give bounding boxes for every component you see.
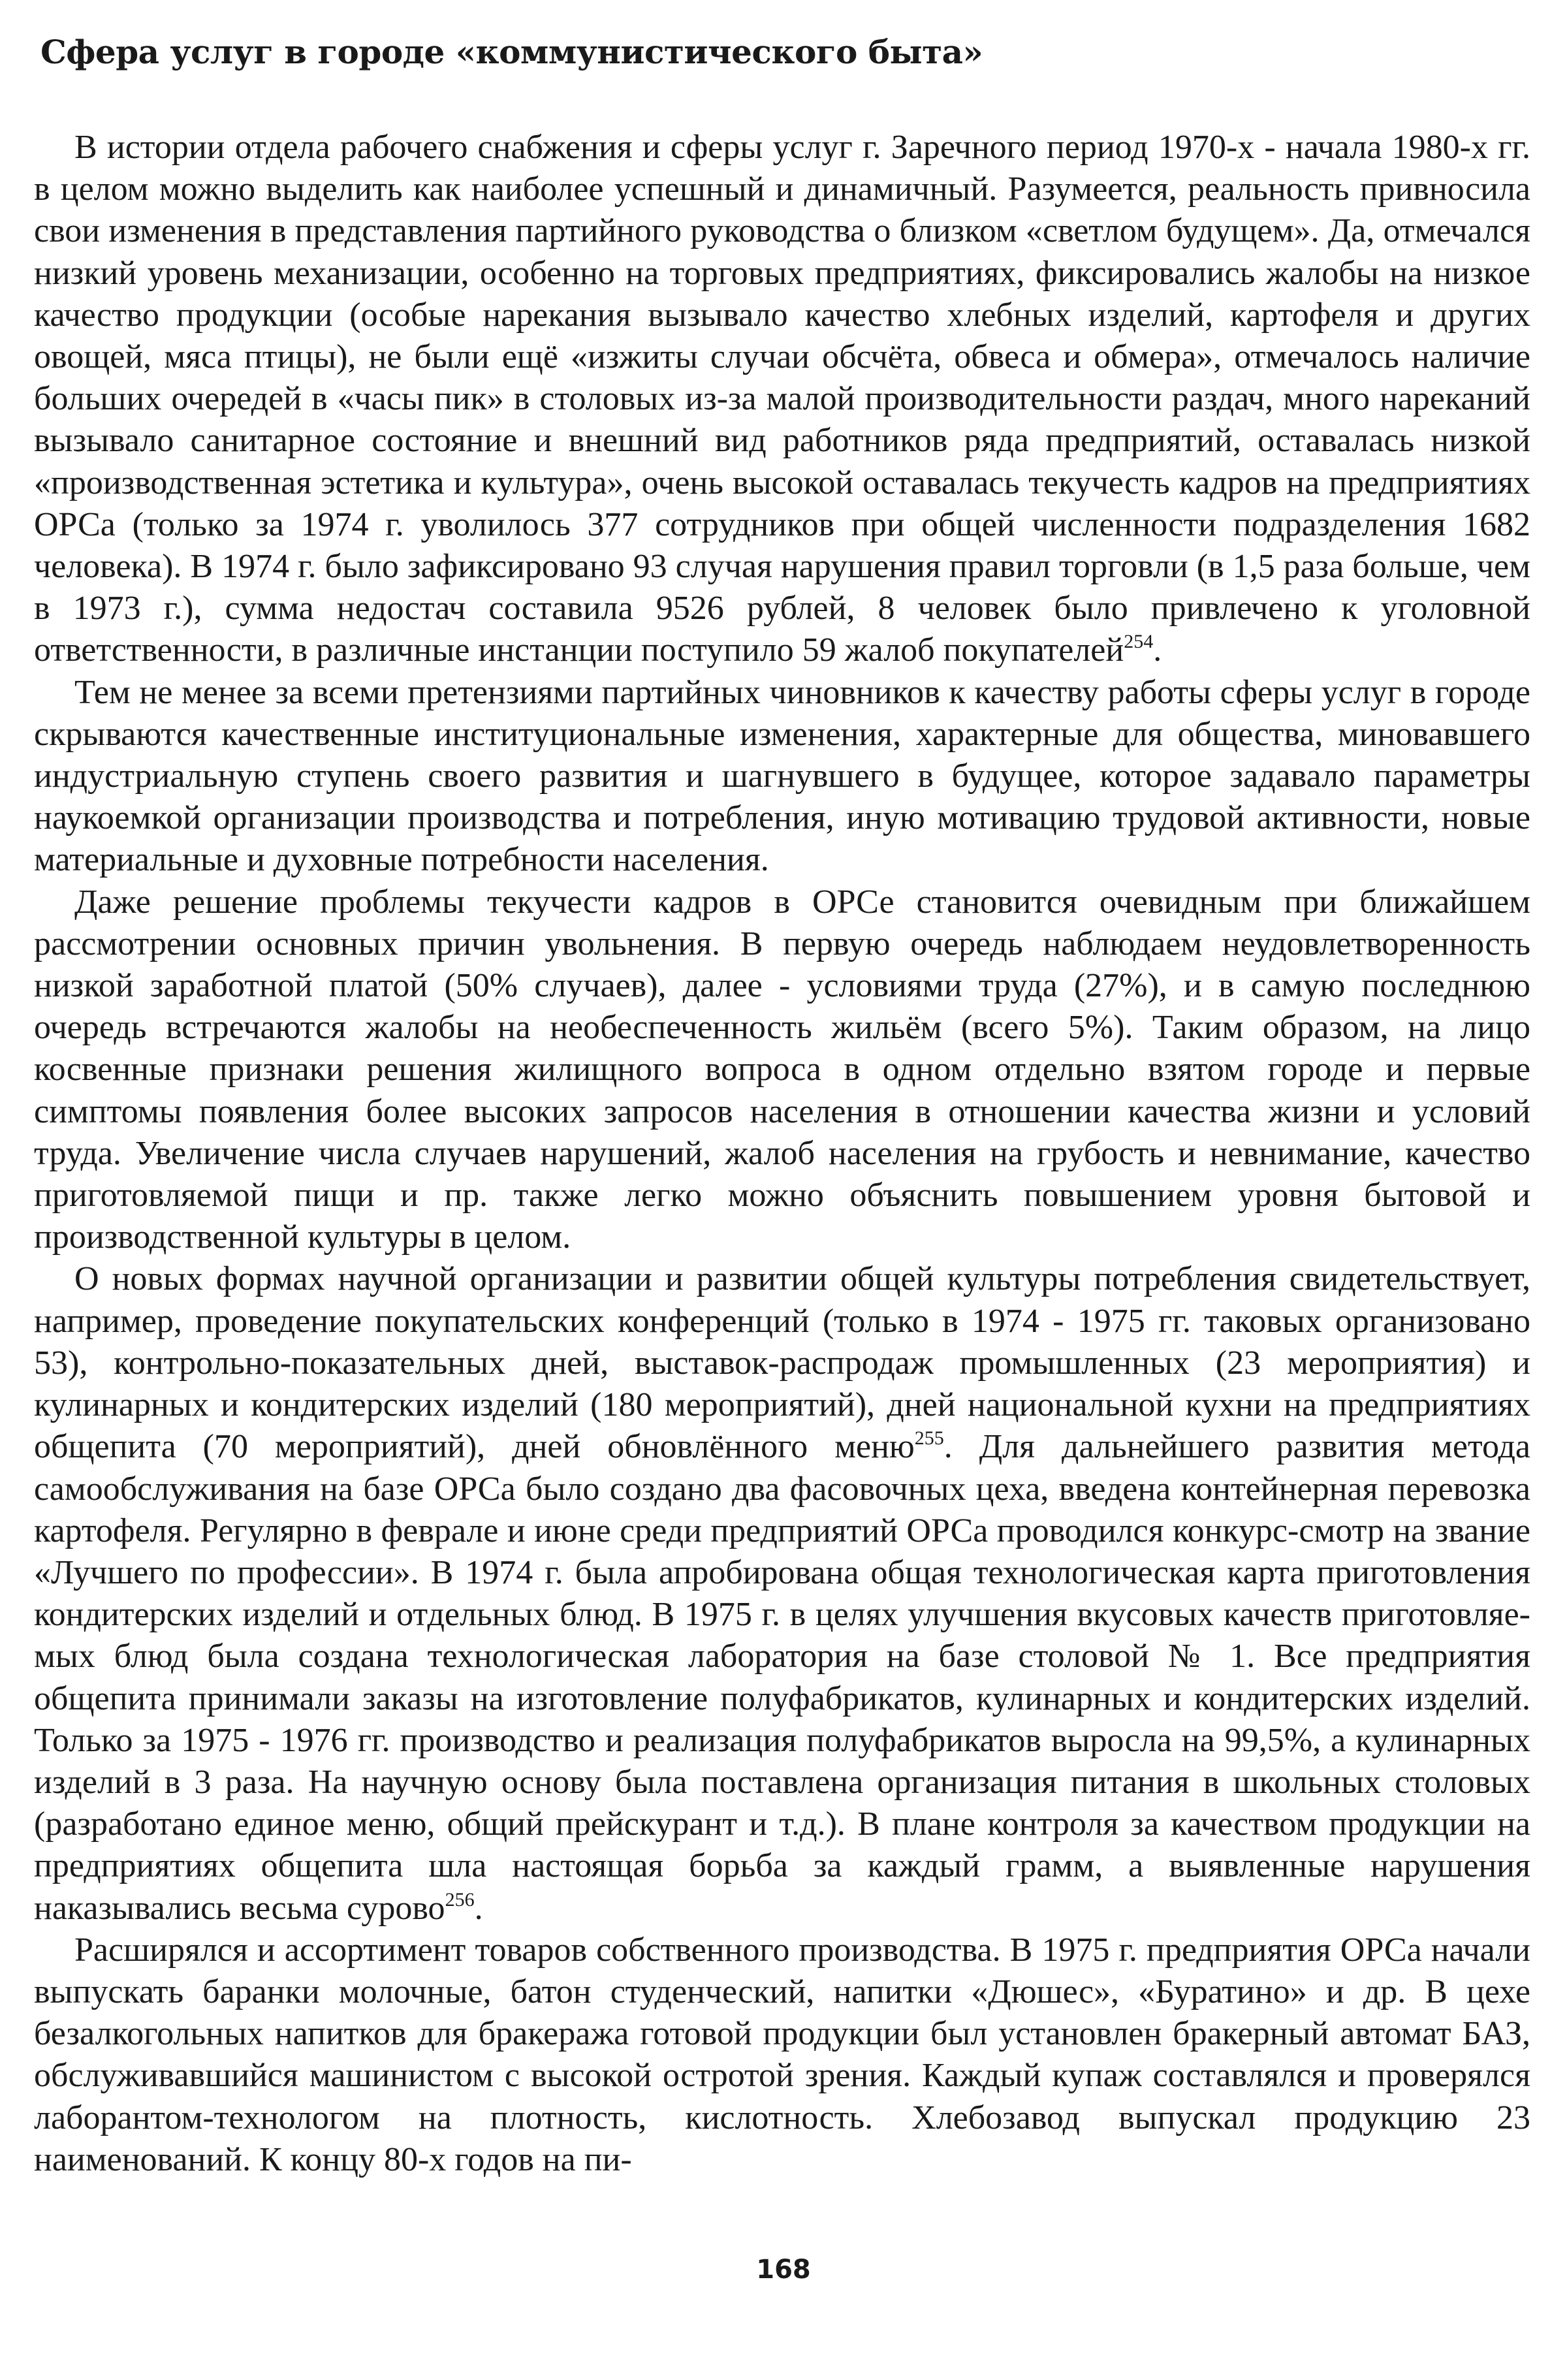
paragraph-2-text: Тем не менее за всеми претензиями партийных чиновников к качеству работы сферы услуг в городе скрываются качественные институциональные изменения, характерные для общества, миновавшего индустриальную ступень своего развития и шагнувшего в будущее, которое задавало параметры наукоемкой организации производства и потребления, иную мотивацию трудовой активности, новые материальные и духовные потребности населения. <box>34 673 1530 879</box>
footnote-ref-254[interactable]: 254 <box>1124 631 1154 653</box>
paragraph-3-text: Даже решение проблемы текучести кадров в ОРСе становится очевидным при ближайшем рассмотрении основных причин увольнения. В первую очередь наблюдаем неудовлетворенность низкой заработной платой (50% случаев), далее - условиями труда (27%), и в самую последнюю очередь встречаются жалобы на необеспеченность жильём (всего 5%). Таким образом, на лицо косвенные признаки решения жилищного вопроса в одном отдельно взятом городе и первые симптомы появления более высоких запросов населения в отношении качества жизни и условий труда. Увеличение числа случаев нарушений, жалоб населения на грубость и невнимание, качество приготовляемой пищи и пр. также легко можно объяснить повышением уровня бытовой и производственной культуры в целом. <box>34 883 1530 1256</box>
paragraph-4 <box>34 1258 1530 1929</box>
paragraph-5 <box>34 1929 1530 2181</box>
page <box>34 33 1530 2357</box>
paragraph-2 <box>34 672 1530 881</box>
paragraph-1-tail: . <box>1153 631 1162 669</box>
paragraph-4-tail: . <box>474 1889 483 1927</box>
paragraph-4-middle: . Для дальнейшего развития метода самообслуживания на базе ОРСа было создано два фасовочных цеха, введена контейнерная перевозка картофеля. Регулярно в феврале и июне среди предприятий ОРСа проводился конкурс-смотр на звание «Лучшего по профессии». В 1974 г. была апробирована общая технологическая карта приготовления кондитерских изделий и отдельных блюд. В 1975 г. в целях улучшения вкусовых качеств приготовляемых блюд была создана технологическая лаборатория на базе столовой № 1. Все предприятия общепита принимали заказы на изготовление полуфабрикатов, кулинарных и кондитерских изделий. Только за 1975 - 1976 гг. производство и реализация полуфабрикатов выросла на 99,5%, а кулинарных изделий в 3 раза. На научную основу была поставлена организация питания в школьных столовых (разработано единое меню, общий прейскурант и т.д.). В плане контроля за качеством продукции на предприятиях общепита шла настоящая борьба за каждый грамм, а выявленные нарушения наказывались весьма сурово <box>34 1428 1530 1927</box>
paragraph-1 <box>34 127 1530 672</box>
page-number: 168 <box>756 2255 811 2285</box>
paragraph-3 <box>34 881 1530 1259</box>
section-title: Сфера услуг в городе «коммунистического быта» <box>40 33 983 71</box>
paragraph-1-text: В истории отдела рабочего снабжения и сферы услуг г. Заречного период 1970-х - начала 1980-х гг. в целом можно выделить как наиболее успешный и динамичный. Разумеется, реальность привносила свои изменения в представления партийного руководства о близком «светлом будущем». Да, отмечался низкий уровень механизации, особенно на торговых предприятиях, фиксировались жалобы на низкое качество продукции (особые нарекания вызывало качество хлебных изделий, картофеля и других овощей, мяса птицы), не были ещё «изжиты случаи обсчёта, обвеса и обмера», отмечалось наличие больших очередей в «часы пик» в столовых из-за малой производительности раздач, много нареканий вызывало санитарное состояние и внешний вид работников ряда предприятий, оставалась низкой «производственная эстетика и культура», очень высокой оставалась текучесть кадров на предприятиях ОРСа (только за 1974 г. уволилось 377 сотрудников при общей численности подразделения 1682 человека). В 1974 г. было зафиксировано 93 случая нарушения правил торговли (в 1,5 раза больше, чем в 1973 г.), сумма недостач составила 9526 рублей, 8 человек было привлечено к уголовной ответственности, в различные инстанции поступило 59 жалоб покупателей <box>34 129 1530 669</box>
footnote-ref-255[interactable]: 255 <box>914 1427 944 1450</box>
paragraph-4-text: О новых формах научной организации и развитии общей культуры потребления свидетельствует, например, проведение покупательских конференций (только в 1974 - 1975 гг. таковых организовано 53), контрольно-показательных дней, выставок-распродаж промышленных (23 мероприятия) и кулинарных и кондитерских изделий (180 мероприятий), дней национальной кухни на предприятиях общепита (70 мероприятий), дней обновлённого меню <box>34 1260 1530 1466</box>
paragraph-5-text: Расширялся и ассортимент товаров собственного производства. В 1975 г. предприятия ОРСа начали выпускать баранки молочные, батон студенческий, напитки «Дюшес», «Буратино» и др. В цехе безалкогольных напитков для бракеража готовой продукции был установлен бракерный автомат БАЗ, обслуживавшийся машинистом с высокой остротой зрения. Каждый купаж составлялся и проверялся лаборантом-технологом на плотность, кислотность. Хлебозавод выпускал продукцию 23 наименований. К концу 80-х годов на пи- <box>34 1931 1530 2178</box>
footnote-ref-256[interactable]: 256 <box>445 1888 475 1911</box>
